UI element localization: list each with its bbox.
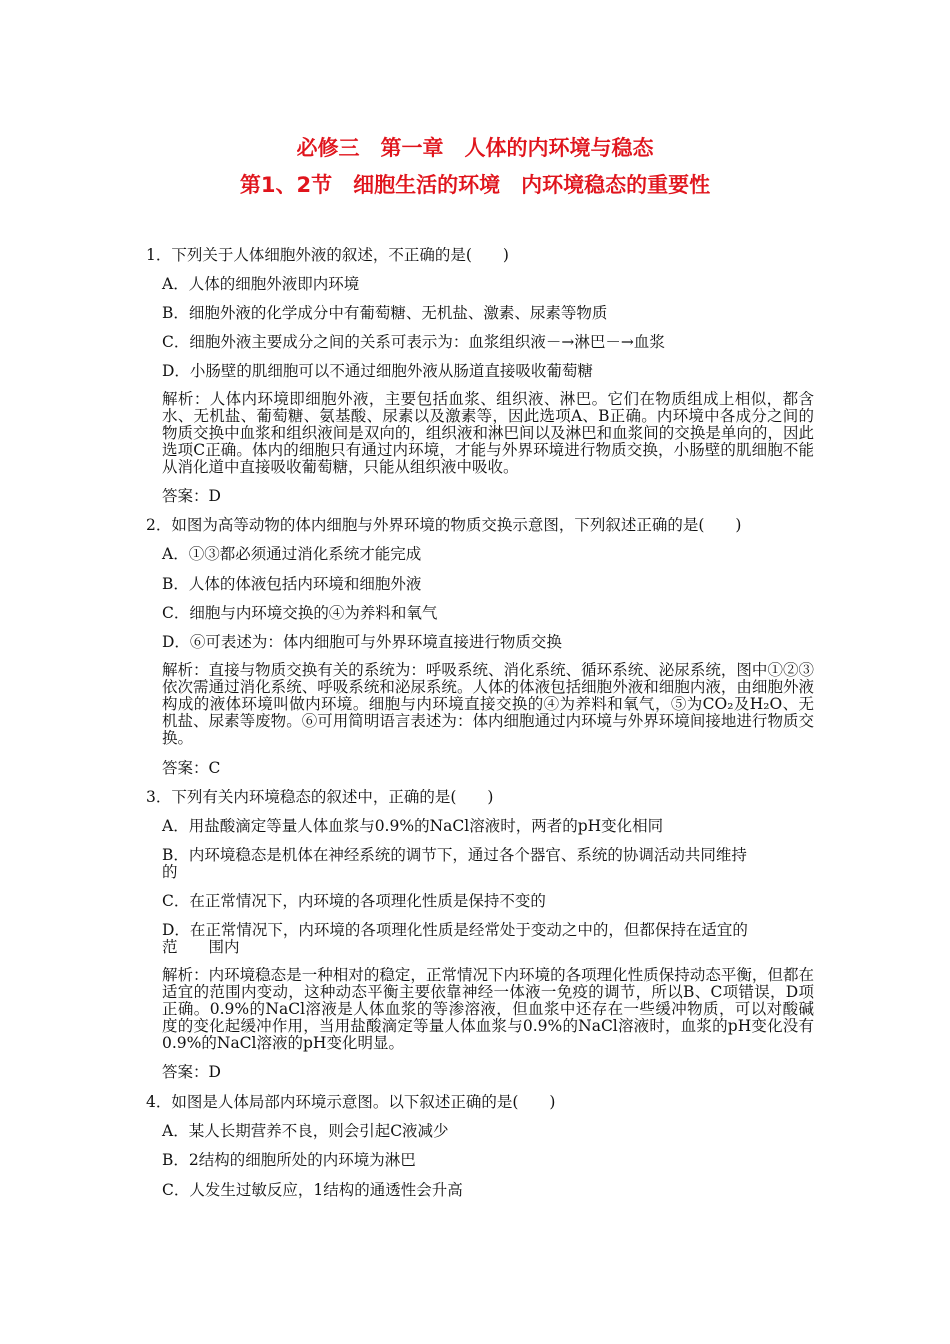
question-3-answer: 答案：D — [162, 1063, 221, 1081]
question-2-explanation: 解析：直接与物质交换有关的系统为：呼吸系统、消化系统、循环系统、泌尿系统，图中①②③依次需通过消化系统、呼吸系统和泌尿系统。人体的体液包括细胞外液和细胞内液，由细胞外液构成的液体环境叫做内环境。细胞与内环境直接交换的④为养料和氧气，⑤为CO₂及H₂O、无机盐、尿素等废物。⑥可用简明语言表述为：体内细胞通过内环境与外界环境间接地进行物质交换。 — [162, 661, 814, 747]
question-4-option-b: B．2结构的细胞所处的内环境为淋巴 — [162, 1151, 416, 1169]
question-2-option-a: A．①③都必须通过消化系统才能完成 — [162, 545, 422, 563]
question-3-stem: 3．下列有关内环境稳态的叙述中，正确的是( ) — [146, 788, 494, 806]
question-4-option-c: C．人发生过敏反应，1结构的通透性会升高 — [162, 1181, 463, 1199]
question-2-option-c: C．细胞与内环境交换的④为养料和氧气 — [162, 604, 438, 622]
question-2-stem: 2．如图为高等动物的体内细胞与外界环境的物质交换示意图，下列叙述正确的是( ) — [146, 516, 742, 534]
question-3-option-c: C．在正常情况下，内环境的各项理化性质是保持不变的 — [162, 892, 546, 910]
question-2-answer: 答案：C — [162, 759, 221, 777]
question-4-option-a: A．某人长期营养不良，则会引起C液减少 — [162, 1122, 449, 1140]
question-3-option-d: D．在正常情况下，内环境的各项理化性质是经常处于变动之中的，但都保持在适宜的 — [162, 921, 748, 939]
question-3-explanation: 解析：内环境稳态是一种相对的稳定，正常情况下内环境的各项理化性质保持动态平衡，但都在适宜的范围内变动，这种动态平衡主要依靠神经一体液一免疫的调节，所以B、C项错误，D项正确。0.9%的NaCl溶液是人体血浆的等渗溶液，但血浆中还存在一些缓冲物质，可以对酸碱度的变化起缓冲作用，当用盐酸滴定等量人体血浆与0.9%的NaCl溶液时，血浆的pH变化没有0.9%的NaCl溶液的pH变化明显。 — [162, 966, 814, 1052]
question-3-option-b: B．内环境稳态是机体在神经系统的调节下，通过各个器官、系统的协调活动共同维持 — [162, 846, 747, 864]
question-1-explanation: 解析：人体内环境即细胞外液，主要包括血浆、组织液、淋巴。它们在物质组成上相似，都含水、无机盐、葡萄糖、氨基酸、尿素以及激素等，因此选项A、B正确。内环境中各成分之间的物质交换中血浆和组织液间是双向的，组织液和淋巴间以及淋巴和血浆间的交换是单向的，因此选项C正确。体内的细胞只有通过内环境，才能与外界环境进行物质交换，小肠壁的肌细胞不能从消化道中直接吸收葡萄糖，只能从组织液中吸收。 — [162, 390, 814, 476]
question-2-option-b: B．人体的体液包括内环境和细胞外液 — [162, 575, 422, 593]
question-4-stem: 4．如图是人体局部内环境示意图。以下叙述正确的是( ) — [146, 1093, 556, 1111]
page-title: 必修三 第一章 人体的内环境与稳态 — [296, 136, 654, 160]
page-subtitle: 第1、2节 细胞生活的环境 内环境稳态的重要性 — [239, 173, 711, 197]
question-3-option-b-cont: 的 — [162, 863, 178, 881]
question-1-option-d: D．小肠壁的肌细胞可以不通过细胞外液从肠道直接吸收葡萄糖 — [162, 362, 593, 380]
question-1-option-a: A．人体的细胞外液即内环境 — [162, 275, 360, 293]
question-3-option-d-cont: 范 围内 — [162, 938, 240, 956]
question-3-option-a: A．用盐酸滴定等量人体血浆与0.9%的NaCl溶液时，两者的pH变化相同 — [162, 817, 664, 835]
question-1-option-c: C．细胞外液主要成分之间的关系可表示为：血浆组织液－→淋巴－→血浆 — [162, 333, 665, 351]
question-1-stem: 1．下列关于人体细胞外液的叙述，不正确的是( ) — [146, 246, 509, 264]
question-1-option-b: B．细胞外液的化学成分中有葡萄糖、无机盐、激素、尿素等物质 — [162, 304, 608, 322]
question-1-answer: 答案：D — [162, 487, 221, 505]
question-2-option-d: D．⑥可表述为：体内细胞可与外界环境直接进行物质交换 — [162, 633, 562, 651]
